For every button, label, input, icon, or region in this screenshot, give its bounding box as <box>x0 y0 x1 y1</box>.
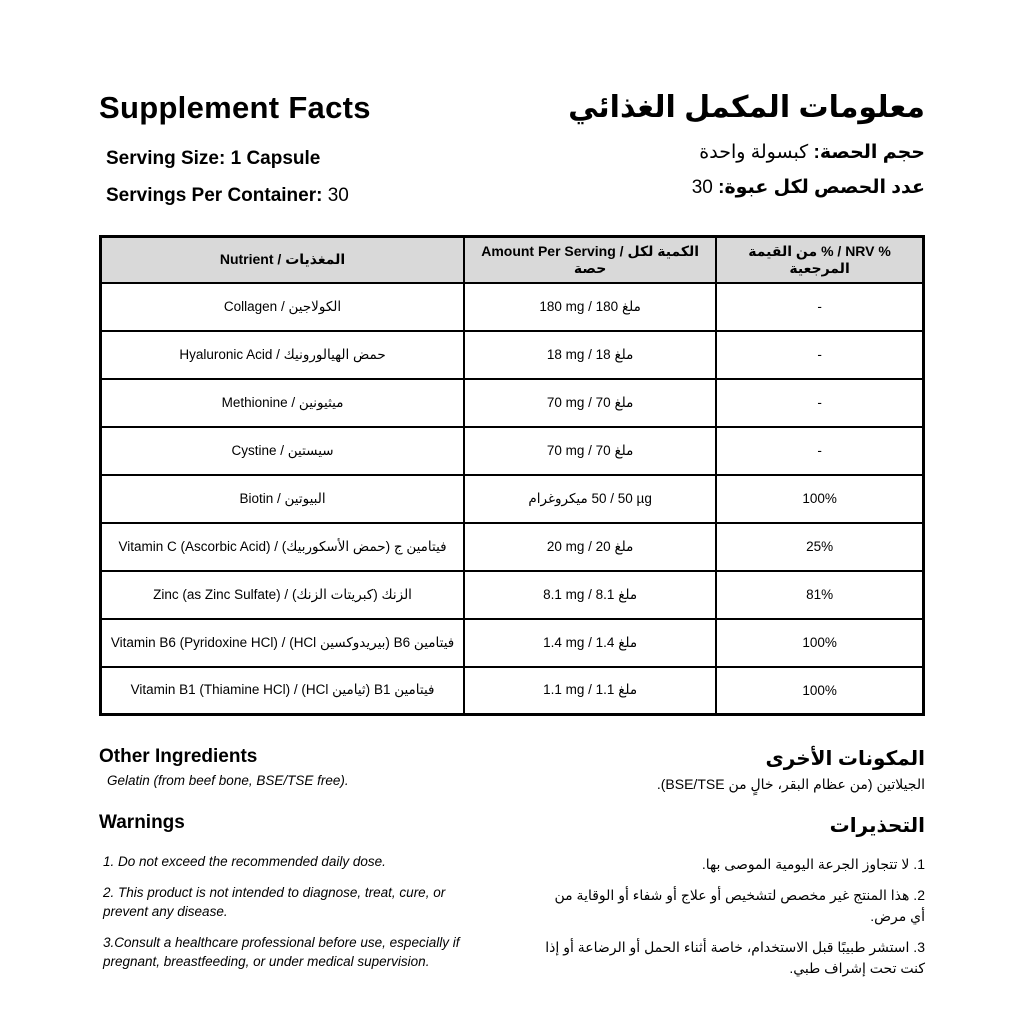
text-fragment: ملغ <box>614 394 634 410</box>
text-fragment: ميكروغرام <box>528 490 588 506</box>
nrv-cell: 100% <box>716 667 923 715</box>
text-fragment: ميثيونين <box>298 394 344 410</box>
amount-cell <box>464 523 716 571</box>
text-fragment: Vitamin B6 (Pyridoxine HCl) / <box>110 634 286 650</box>
label-footer <box>99 746 925 979</box>
text-fragment: البيوتين <box>284 490 326 506</box>
text-fragment: 70 mg / 70 <box>546 442 611 458</box>
table-row <box>101 571 924 619</box>
serving-size-value-ar: كبسولة واحدة <box>699 142 809 163</box>
other-ingredients-text-ar: الجيلاتين (من عظام البقر، خالٍ من BSE/TSE). <box>656 776 925 792</box>
text-fragment: فيتامين ج (حمض الأسكوربيك) <box>281 538 447 554</box>
table-header-row <box>101 237 924 283</box>
label-header <box>99 90 925 207</box>
warning-item-en: 3.Consult a healthcare professional before use, especially if pregnant, breastfeeding, or under medical supervision. <box>103 935 460 969</box>
text-fragment: Zinc (as Zinc Sulfate) / <box>153 586 289 602</box>
text-fragment: 1.4 mg / 1.4 <box>543 634 615 650</box>
label-content <box>99 0 925 979</box>
table-row <box>101 331 924 379</box>
other-ingredients-heading-en: Other Ingredients <box>99 746 258 767</box>
serving-size-label-en: Serving Size: <box>106 148 226 169</box>
nrv-cell: - <box>716 331 923 379</box>
other-ingredients-text-en: Gelatin (from beef bone, BSE/TSE free). <box>107 773 349 788</box>
amount-cell <box>464 427 716 475</box>
column-header-nrv <box>716 237 923 283</box>
servings-per-container-en <box>106 185 371 207</box>
text-fragment: ملغ <box>614 346 634 362</box>
amount-cell <box>464 331 716 379</box>
servings-per-container-label-en: Servings Per Container: <box>106 185 323 206</box>
servings-per-container-label-ar: عدد الحصص لكل عبوة: <box>718 177 925 198</box>
warning-item-ar: 2. هذا المنتج غير مخصص لتشخيص أو علاج أو شفاء أو الوقاية من أي مرض. <box>554 887 925 924</box>
nrv-cell: 25% <box>716 523 923 571</box>
text-fragment: فيتامين B6 (بيريدوكسين HCl) <box>289 634 455 650</box>
text-fragment: Collagen / <box>223 298 285 314</box>
nutrient-cell <box>101 379 465 427</box>
nrv-cell: 100% <box>716 619 923 667</box>
text-fragment: % NRV / % من القيمة المرجعية <box>748 242 891 276</box>
text-fragment: 180 mg / 180 <box>539 298 619 314</box>
footer-arabic <box>539 746 925 979</box>
text-fragment: 8.1 mg / 8.1 <box>543 586 615 602</box>
amount-cell <box>464 283 716 331</box>
text-fragment: Vitamin B1 (Thiamine HCl) / <box>130 682 298 698</box>
nutrient-cell <box>101 523 465 571</box>
warnings-list-ar <box>539 854 925 979</box>
page-title-en: Supplement Facts <box>99 90 371 125</box>
serving-size-en <box>106 148 371 170</box>
text-fragment: ملغ <box>614 538 634 554</box>
nutrient-table-head <box>101 237 924 283</box>
servings-per-container-value-ar: 30 <box>691 177 713 198</box>
servings-per-container-ar <box>568 176 925 199</box>
header-english <box>99 90 371 207</box>
text-fragment: الكمية لكل حصة <box>573 242 700 276</box>
text-fragment: 1.1 mg / 1.1 <box>543 682 615 698</box>
table-row <box>101 427 924 475</box>
nrv-cell: - <box>716 427 923 475</box>
table-row <box>101 283 924 331</box>
nutrient-cell <box>101 475 465 523</box>
nutrient-cell <box>101 427 465 475</box>
footer-english <box>99 746 491 979</box>
other-ingredients-heading-ar: المكونات الأخرى <box>765 748 925 770</box>
column-header-amount <box>464 237 716 283</box>
text-fragment: 20 mg / 20 <box>546 538 611 554</box>
warning-item-en: 1. Do not exceed the recommended daily dose. <box>103 854 386 869</box>
nutrient-cell <box>101 571 465 619</box>
warnings-heading-en: Warnings <box>99 812 185 833</box>
nutrient-cell <box>101 331 465 379</box>
serving-size-ar <box>568 141 925 164</box>
amount-cell <box>464 475 716 523</box>
nutrient-cell <box>101 619 465 667</box>
table-row <box>101 667 924 715</box>
nrv-cell: 81% <box>716 571 923 619</box>
text-fragment: 50 / 50 µg <box>591 490 652 506</box>
text-fragment: Hyaluronic Acid / <box>179 346 280 362</box>
text-fragment: المغذيات <box>285 251 346 268</box>
text-fragment: سيستين <box>287 442 334 458</box>
text-fragment: فيتامين B1 (ثيامين HCl) <box>301 682 435 698</box>
amount-cell <box>464 571 716 619</box>
text-fragment: ملغ <box>614 442 634 458</box>
text-fragment: ملغ <box>618 682 638 698</box>
warnings-heading-ar: التحذيرات <box>829 815 925 837</box>
serving-size-label-ar: حجم الحصة: <box>813 142 925 163</box>
text-fragment: Biotin / <box>239 490 281 506</box>
amount-cell <box>464 667 716 715</box>
header-arabic <box>568 90 925 199</box>
nutrient-cell <box>101 283 465 331</box>
table-row <box>101 619 924 667</box>
text-fragment: Cystine / <box>231 442 284 458</box>
text-fragment: 70 mg / 70 <box>546 394 611 410</box>
text-fragment: الكولاجين <box>288 298 342 314</box>
text-fragment: Nutrient / <box>219 251 282 268</box>
warning-item-en: 2. This product is not intended to diagnose, treat, cure, or prevent any disease. <box>103 885 446 919</box>
servings-per-container-value-en: 30 <box>327 185 349 206</box>
nutrient-table <box>99 235 925 716</box>
nutrient-cell <box>101 667 465 715</box>
warning-item-ar: 3. استشر طبيبًا قبل الاستخدام، خاصة أثناء الحمل أو الرضاعة أو إذا كنت تحت إشراف طبي. <box>545 939 925 976</box>
text-fragment: 18 mg / 18 <box>546 346 611 362</box>
text-fragment: Methionine / <box>221 394 296 410</box>
nrv-cell: - <box>716 379 923 427</box>
text-fragment: الزنك (كبريتات الزنك) <box>291 586 412 602</box>
amount-cell <box>464 379 716 427</box>
table-row <box>101 475 924 523</box>
nrv-cell: 100% <box>716 475 923 523</box>
nrv-cell: - <box>716 283 923 331</box>
serving-size-value-en: 1 Capsule <box>230 148 321 169</box>
amount-cell <box>464 619 716 667</box>
text-fragment: Vitamin C (Ascorbic Acid) / <box>118 538 278 554</box>
warning-item-ar: 1. لا تتجاوز الجرعة اليومية الموصى بها. <box>701 856 925 872</box>
table-row <box>101 523 924 571</box>
text-fragment: حمض الهيالورونيك <box>283 346 386 362</box>
text-fragment: ملغ <box>618 634 638 650</box>
table-row <box>101 379 924 427</box>
text-fragment: ملغ <box>618 586 638 602</box>
column-header-nutrient <box>101 237 465 283</box>
text-fragment: Amount Per Serving / <box>481 242 624 259</box>
page-title-ar: معلومات المكمل الغذائي <box>568 91 925 124</box>
warnings-list-en <box>99 852 491 971</box>
text-fragment: ملغ <box>621 298 641 314</box>
table-body <box>101 283 924 715</box>
